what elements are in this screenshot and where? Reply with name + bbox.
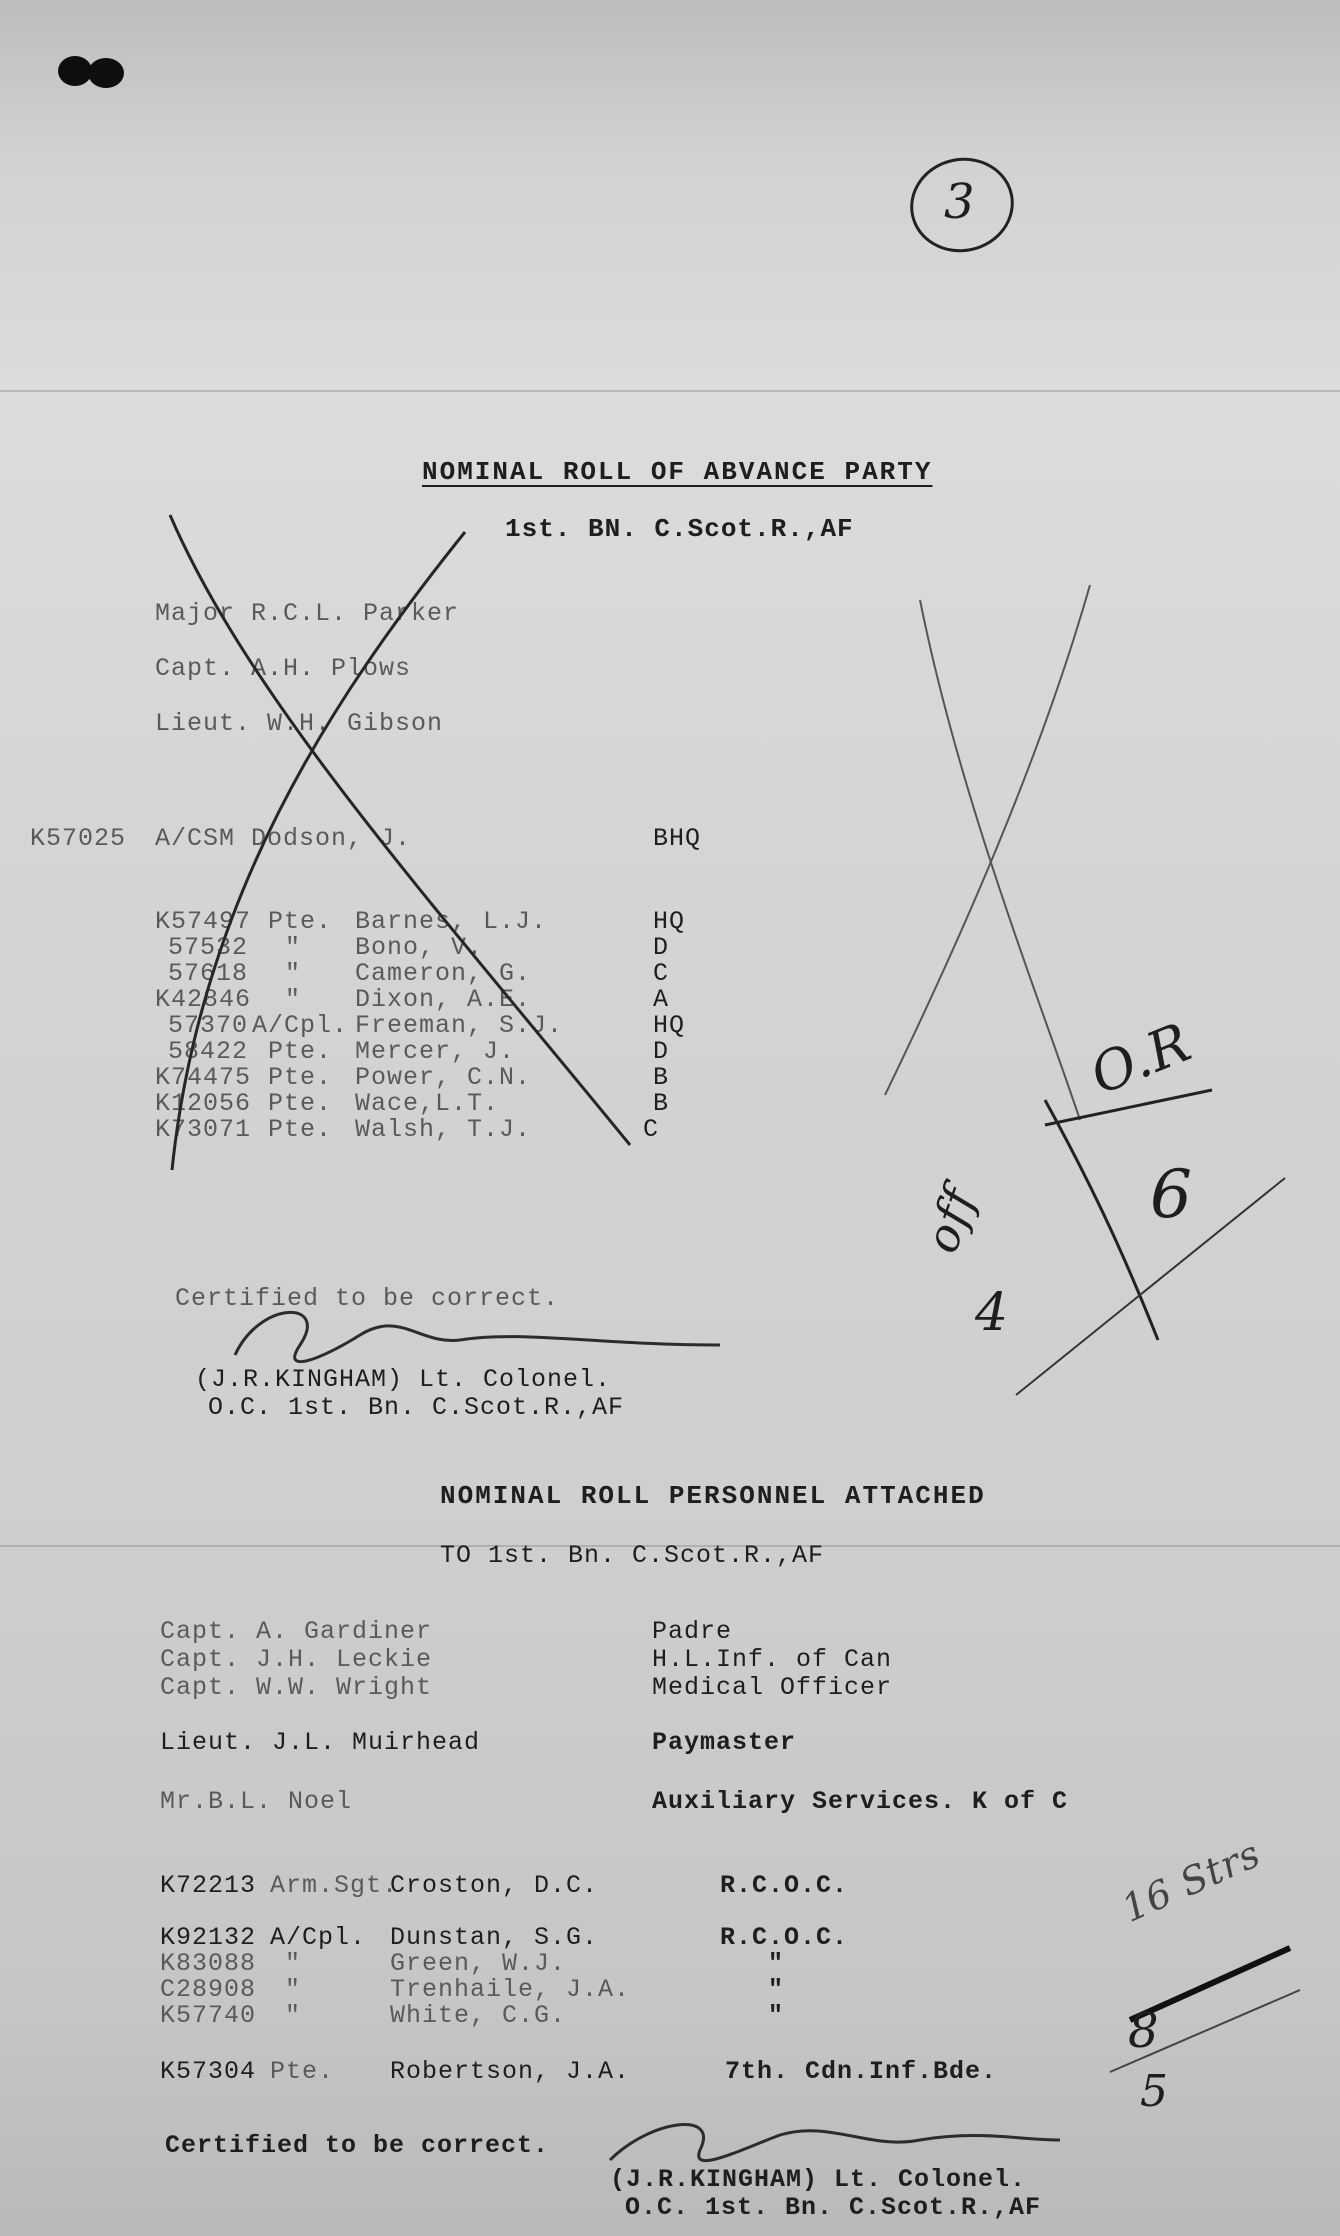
row-unit: D xyxy=(653,1037,670,1066)
officer-line: Major R.C.L. Parker xyxy=(155,599,460,628)
off-count: 4 xyxy=(975,1283,1010,1343)
row-unit: R.C.O.C. xyxy=(720,1923,849,1952)
pte-name: Robertson, J.A. xyxy=(390,2057,631,2086)
officer-line: Lieut. W.H. Gibson xyxy=(155,709,444,738)
attached-role: Medical Officer xyxy=(652,1673,893,1702)
section2-subtitle: TO 1st. Bn. C.Scot.R.,AF xyxy=(440,1541,825,1570)
row-number: K74475 xyxy=(155,1063,252,1092)
row-rank: A/Cpl. xyxy=(252,1011,349,1040)
row-number: K57740 xyxy=(160,2001,257,2030)
armourer-rank: Arm.Sgt. xyxy=(270,1871,399,1900)
officer-line: Capt. A.H. Plows xyxy=(155,654,412,683)
row-number: 58422 xyxy=(168,1037,249,1066)
row-rank: Pte. xyxy=(268,1063,333,1092)
row-name: Bono, V. xyxy=(355,933,484,962)
row-name: Freeman, S.J. xyxy=(355,1011,564,1040)
row-rank: Pte. xyxy=(268,907,333,936)
row-unit: " xyxy=(768,1975,785,2004)
attached-officer: Capt. A. Gardiner xyxy=(160,1617,433,1646)
row-rank: " xyxy=(285,985,302,1014)
row-name: Walsh, T.J. xyxy=(355,1115,532,1144)
row-name: Power, C.N. xyxy=(355,1063,532,1092)
row-rank: " xyxy=(285,1949,302,1978)
row-unit: B xyxy=(653,1063,670,1092)
csm-unit: BHQ xyxy=(653,824,702,853)
row-name: Dunstan, S.G. xyxy=(390,1923,599,1952)
row-unit: A xyxy=(653,985,670,1014)
row-number: K92132 xyxy=(160,1923,257,1952)
mr-name: Mr.B.L. Noel xyxy=(160,1787,353,1816)
section1-title: NOMINAL ROLL OF ABVANCE PARTY xyxy=(422,457,933,487)
row-unit: HQ xyxy=(653,1011,686,1040)
lieut-role: Paymaster xyxy=(652,1728,797,1757)
row-number: 57618 xyxy=(168,959,249,988)
row-name: Wace,L.T. xyxy=(355,1089,500,1118)
signatory-line: O.C. 1st. Bn. C.Scot.R.,AF xyxy=(625,2193,1042,2222)
section2-title: NOMINAL ROLL PERSONNEL ATTACHED xyxy=(440,1481,986,1511)
section1-subtitle: 1st. BN. C.Scot.R.,AF xyxy=(505,514,854,544)
row-name: Dixon, A.E. xyxy=(355,985,532,1014)
row-unit: B xyxy=(653,1089,670,1118)
row-rank: Pte. xyxy=(268,1115,333,1144)
row-name: Mercer, J. xyxy=(355,1037,516,1066)
row-unit: " xyxy=(768,1949,785,1978)
row-rank: Pte. xyxy=(268,1089,333,1118)
row-number: K73071 xyxy=(155,1115,252,1144)
row-name: Barnes, L.J. xyxy=(355,907,548,936)
signatory-line: (J.R.KINGHAM) Lt. Colonel. xyxy=(610,2165,1027,2194)
attached-officer: Capt. W.W. Wright xyxy=(160,1673,433,1702)
row-number: C28908 xyxy=(160,1975,257,2004)
armourer-name: Croston, D.C. xyxy=(390,1871,599,1900)
csm-number: K57025 xyxy=(30,824,127,853)
pte-rank: Pte. xyxy=(270,2057,335,2086)
row-number: 57532 xyxy=(168,933,249,962)
signatory-line: (J.R.KINGHAM) Lt. Colonel. xyxy=(195,1365,612,1394)
or-annotation-top: O.R xyxy=(1081,1010,1200,1107)
row-number: K83088 xyxy=(160,1949,257,1978)
margin-note: 16 Strs xyxy=(1115,1831,1268,1931)
row-number: 57370 xyxy=(168,1011,249,1040)
row-rank: " xyxy=(285,959,302,988)
armourer-number: K72213 xyxy=(160,1871,257,1900)
certified-line: Certified to be correct. xyxy=(165,2131,550,2160)
row-unit: C xyxy=(653,959,670,988)
csm-name: A/CSM Dodson, J. xyxy=(155,824,412,853)
row-name: Trenhaile, J.A. xyxy=(390,1975,631,2004)
row-rank: Pte. xyxy=(268,1037,333,1066)
row-rank: " xyxy=(285,2001,302,2030)
margin-count: 8 xyxy=(1128,2003,1160,2059)
row-rank: " xyxy=(285,1975,302,2004)
row-number: K12056 xyxy=(155,1089,252,1118)
pte-unit: 7th. Cdn.Inf.Bde. xyxy=(725,2057,998,2086)
page-number: 3 xyxy=(944,174,976,230)
row-unit: HQ xyxy=(653,907,686,936)
pte-number: K57304 xyxy=(160,2057,257,2086)
attached-officer: Capt. J.H. Leckie xyxy=(160,1645,433,1674)
row-name: Cameron, G. xyxy=(355,959,532,988)
signatory-line: O.C. 1st. Bn. C.Scot.R.,AF xyxy=(208,1393,625,1422)
off-annotation: off xyxy=(913,1180,987,1260)
row-name: Green, W.J. xyxy=(390,1949,567,1978)
row-unit: " xyxy=(768,2001,785,2030)
certified-line: Certified to be correct. xyxy=(175,1284,560,1313)
row-number: K57497 xyxy=(155,907,252,936)
mr-role: Auxiliary Services. K of C xyxy=(652,1787,1069,1816)
row-unit: C xyxy=(643,1115,660,1144)
armourer-unit: R.C.O.C. xyxy=(720,1871,849,1900)
row-rank: " xyxy=(285,933,302,962)
attached-role: H.L.Inf. of Can xyxy=(652,1645,893,1674)
row-number: K42846 xyxy=(155,985,252,1014)
row-rank: A/Cpl. xyxy=(270,1923,367,1952)
row-unit: D xyxy=(653,933,670,962)
attached-role: Padre xyxy=(652,1617,733,1646)
margin-count-2: 5 xyxy=(1140,2066,1169,2117)
lieut-name: Lieut. J.L. Muirhead xyxy=(160,1728,481,1757)
or-annotation-bottom: 6 xyxy=(1150,1156,1193,1233)
row-name: White, C.G. xyxy=(390,2001,567,2030)
